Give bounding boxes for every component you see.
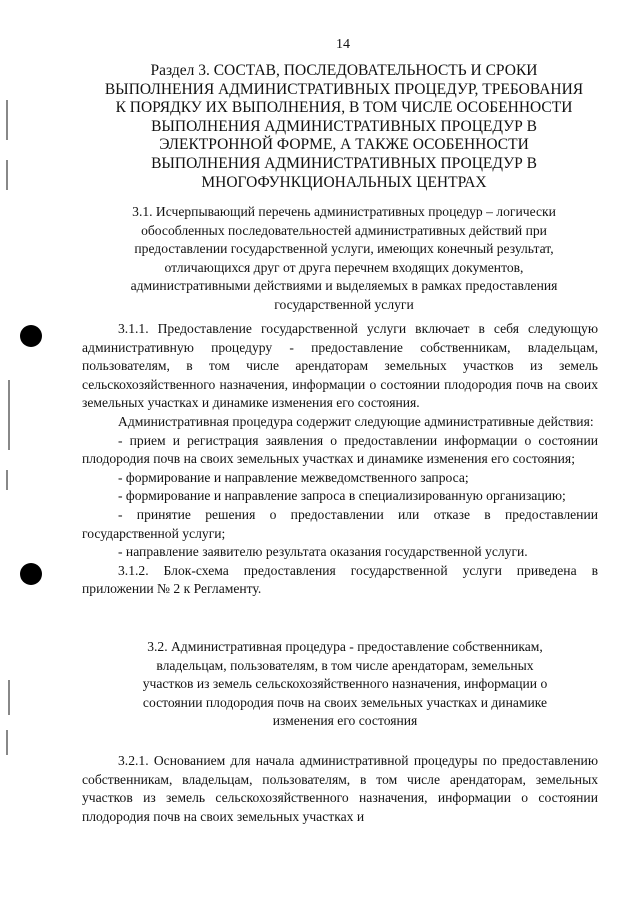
body-text-block: [82, 752, 598, 826]
binding-hole: [20, 325, 42, 347]
list-item: - принятие решения о предоставлении или отказе в предоставлении государственной услуги;: [82, 506, 598, 541]
margin-scan-mark: [6, 100, 8, 140]
section-title: Раздел 3. СОСТАВ, ПОСЛЕДОВАТЕЛЬНОСТЬ И СРОКИ ВЫПОЛНЕНИЯ АДМИНИСТРАТИВНЫХ ПРОЦЕДУР, ТРЕБОВАНИЯ К ПОРЯДКУ ИХ ВЫПОЛНЕНИЯ, В ТОМ ЧИСЛЕ ОСОБЕННОСТИ ВЫПОЛНЕНИЯ АДМИНИСТРАТИВНЫХ ПРОЦЕДУР В ЭЛЕКТРОННОЙ ФОРМЕ, А ТАКЖЕ ОСОБЕННОСТИ ВЫПОЛНЕНИЯ АДМИНИСТРАТИВНЫХ ПРОЦЕДУР В МНОГОФУНКЦИОНАЛЬНЫХ ЦЕНТРАХ: [104, 62, 584, 191]
binding-hole: [20, 563, 42, 585]
paragraph-3-2-1: 3.2.1. Основанием для начала административной процедуры по предоставлению собственникам, владельцам, пользователям, в том числе арендаторам, земельных участков из земель сельскохозяйственного назначения, информации о состоянии плодородия почв на своих земельных участках и: [82, 753, 598, 824]
margin-scan-mark: [6, 160, 8, 190]
margin-scan-mark: [6, 470, 8, 490]
paragraph-3-1-2: 3.1.2. Блок-схема предоставления государственной услуги приведена в приложении № 2 к Регламенту.: [82, 562, 598, 597]
list-item: - направление заявителю результата оказания государственной услуги.: [118, 544, 528, 560]
subsection-heading-3-2: 3.2. Административная процедура - предоставление собственникам, владельцам, пользователям, в том числе арендаторам, земельных участков из земель сельскохозяйственного назначения, информации о состоянии плодородия почв на своих земельных участках и динамике изменения его состояния: [142, 639, 548, 729]
margin-scan-mark: [6, 730, 8, 755]
page-number: 14: [336, 37, 350, 52]
paragraph-3-1-1: 3.1.1. Предоставление государственной услуги включает в себя следующую административную процедуру - предоставление собственникам, владельцам, пользователям, в том числе арендаторам земельных участков из земель сельскохозяйственного назначения, информации о состоянии плодородия почв на своих земельных участках и динамике изменения его состояния.: [82, 321, 598, 411]
list-item: - формирование и направление межведомственного запроса;: [118, 469, 469, 485]
margin-scan-mark: [8, 380, 10, 450]
subsection-heading-3-1: 3.1. Исчерпывающий перечень административных процедур – логически обособленных последовательностей административных действий при предоставлении государственной услуги, имеющих конечный результат, отличающихся друг от друга перечнем входящих документов, административными действиями и выделяемых в рамках предоставления государственной услуги: [130, 204, 558, 312]
margin-scan-mark: [8, 680, 10, 715]
paragraph-actions-intro: Административная процедура содержит следующие административные действия:: [118, 413, 594, 429]
list-item: - прием и регистрация заявления о предоставлении информации о состоянии плодородия почв на своих земельных участках и динамике изменения его состояния;: [82, 432, 598, 467]
body-text-block: [82, 320, 598, 599]
list-item: - формирование и направление запроса в специализированную организацию;: [118, 488, 566, 504]
